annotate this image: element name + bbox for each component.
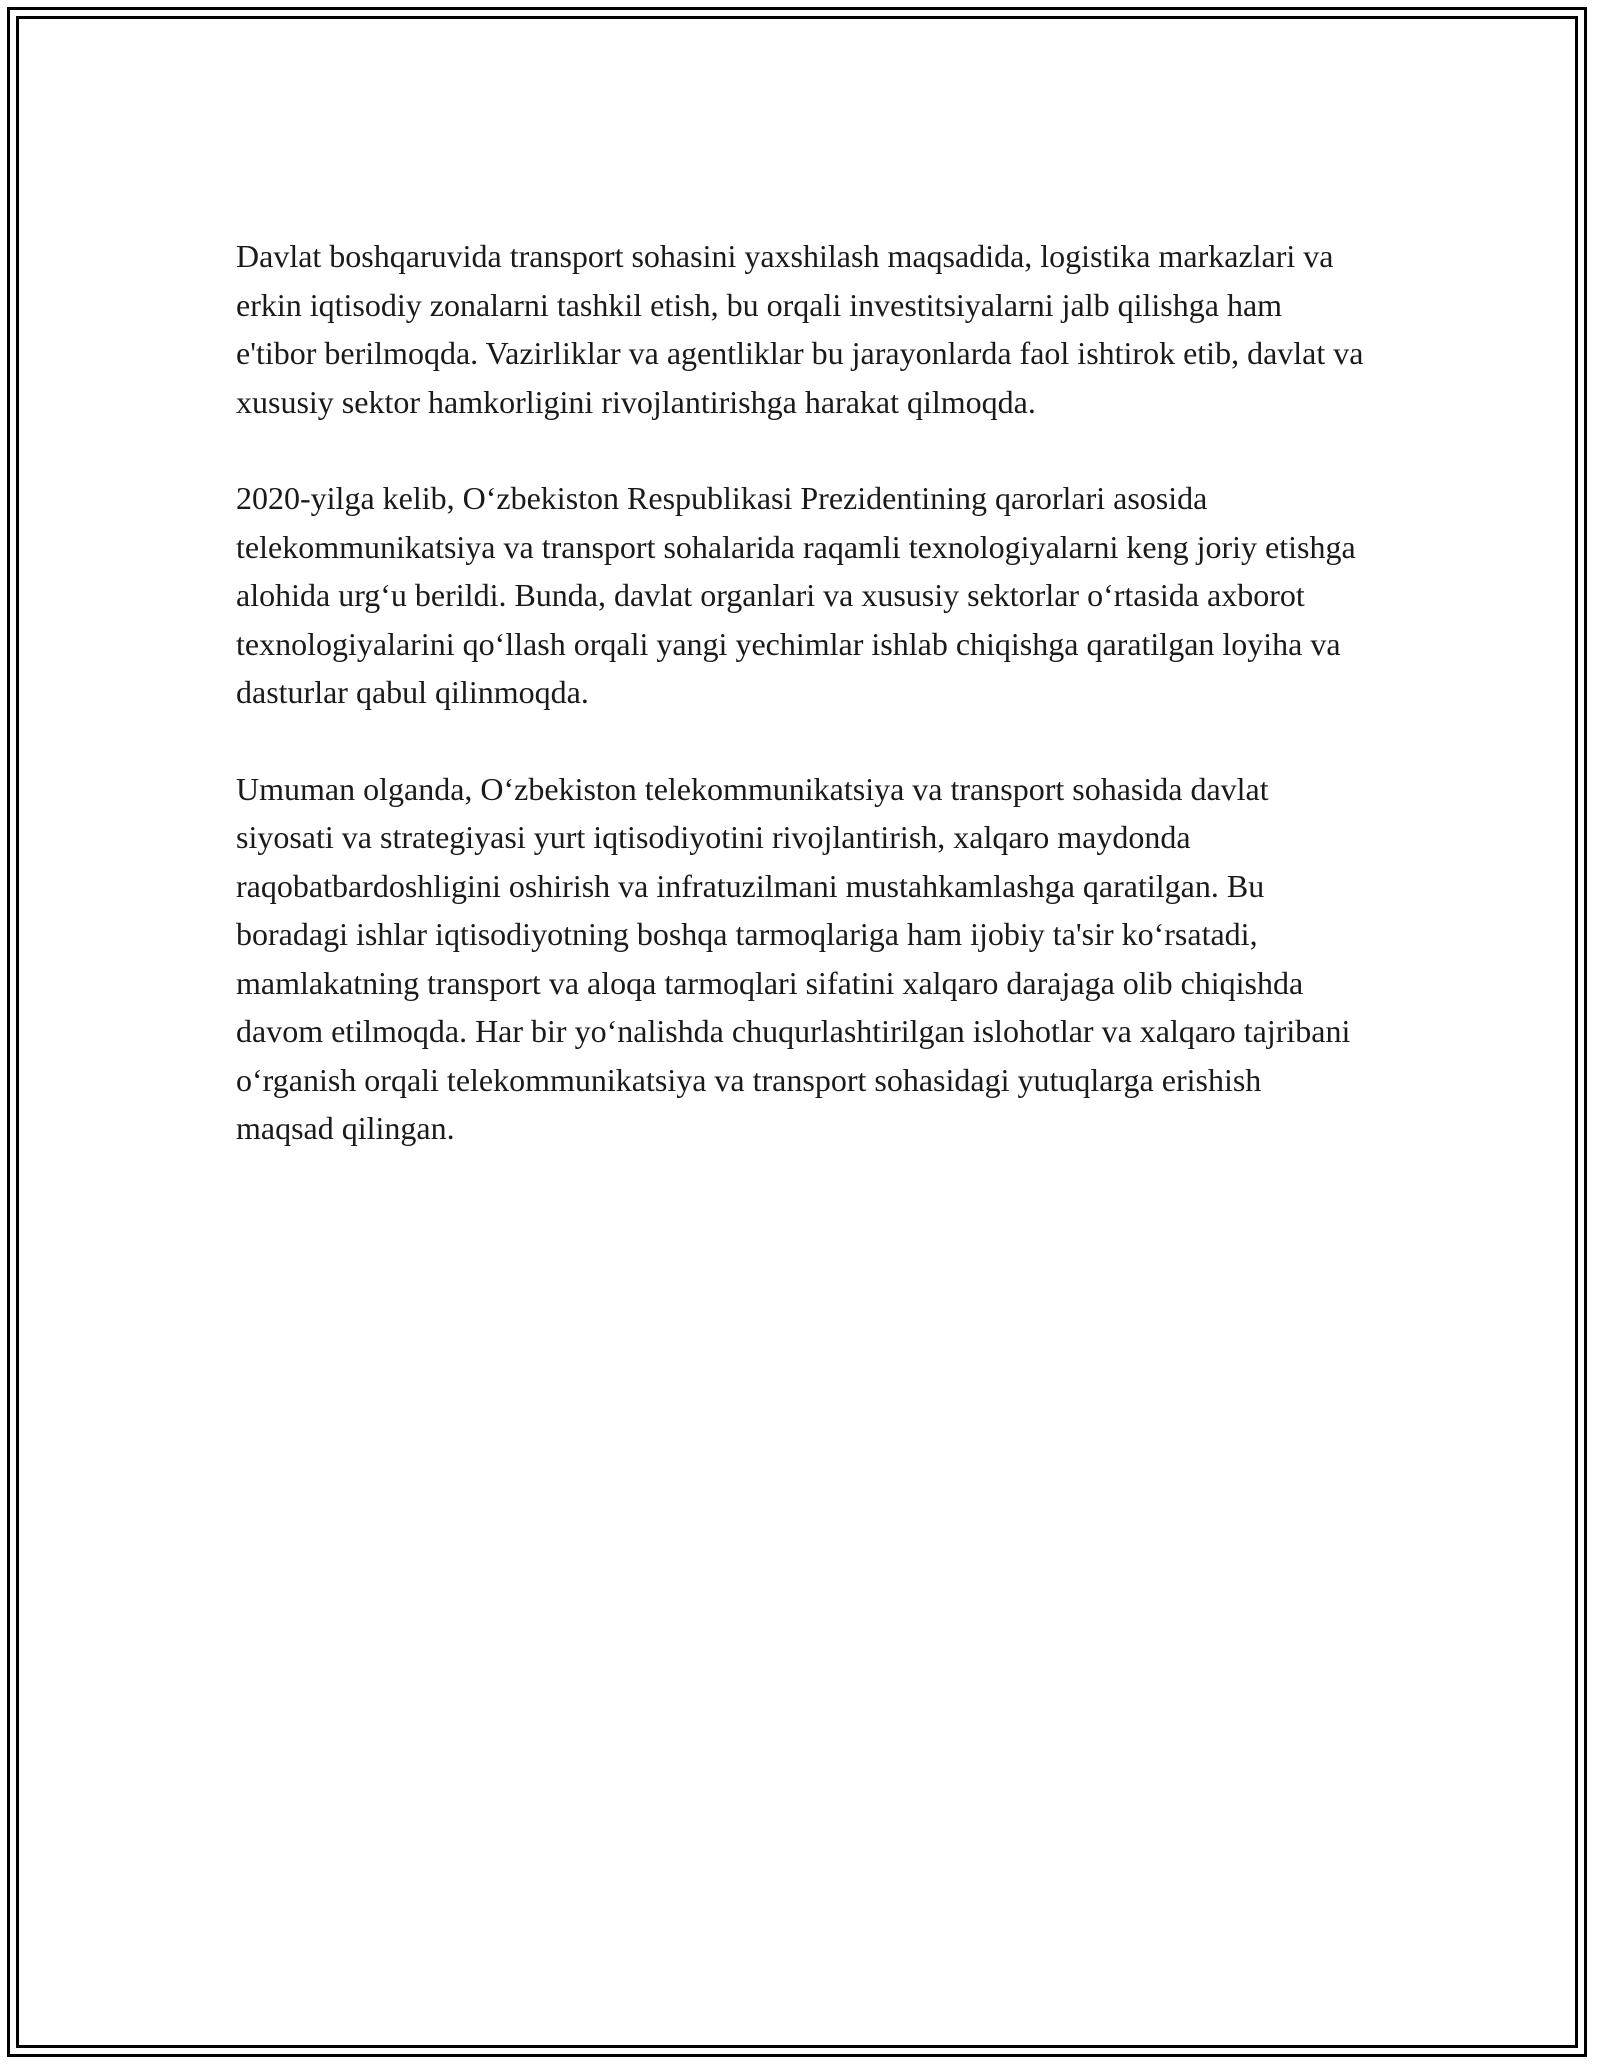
document-body	[236, 232, 1366, 1201]
paragraph-3: Umuman olganda, O‘zbekiston telekommunikatsiya va transport sohasida davlat siyosati va strategiyasi yurt iqtisodiyotini rivojlantirish, xalqaro maydonda raqobatbardoshligini oshirish va infratuzilmani mustahkamlashga qaratilgan. Bu boradagi ishlar iqtisodiyotning boshqa tarmoqlariga ham ijobiy ta'sir ko‘rsatadi, mamlakatning transport va aloqa tarmoqlari sifatini xalqaro darajaga olib chiqishda davom etilmoqda. Har bir yo‘nalishda chuqurlashtirilgan islohotlar va xalqaro tajribani o‘rganish orqali telekommunikatsiya va transport sohasidagi yutuqlarga erishish maqsad qilingan.	[236, 770, 1351, 1146]
paragraph-2: 2020-yilga kelib, O‘zbekiston Respublikasi Prezidentining qarorlari asosida telekommunikatsiya va transport sohalarida raqamli texnologiyalarni keng joriy etishga alohida urg‘u berildi. Bunda, davlat organlari va xususiy sektorlar o‘rtasida axborot texnologiyalarini qo‘llash orqali yangi yechimlar ishlab chiqishga qaratilgan loyiha va dasturlar qabul qilinmoqda.	[236, 480, 1356, 710]
paragraph-1: Davlat boshqaruvida transport sohasini yaxshilash maqsadida, logistika markazlari va erkin iqtisodiy zonalarni tashkil etish, bu orqali investitsiyalarni jalb qilishga ham e'tibor berilmoqda. Vazirliklar va agentliklar bu jarayonlarda faol ishtirok etib, davlat va xususiy sektor hamkorligini rivojlantirishga harakat qilmoqda.	[236, 238, 1364, 420]
